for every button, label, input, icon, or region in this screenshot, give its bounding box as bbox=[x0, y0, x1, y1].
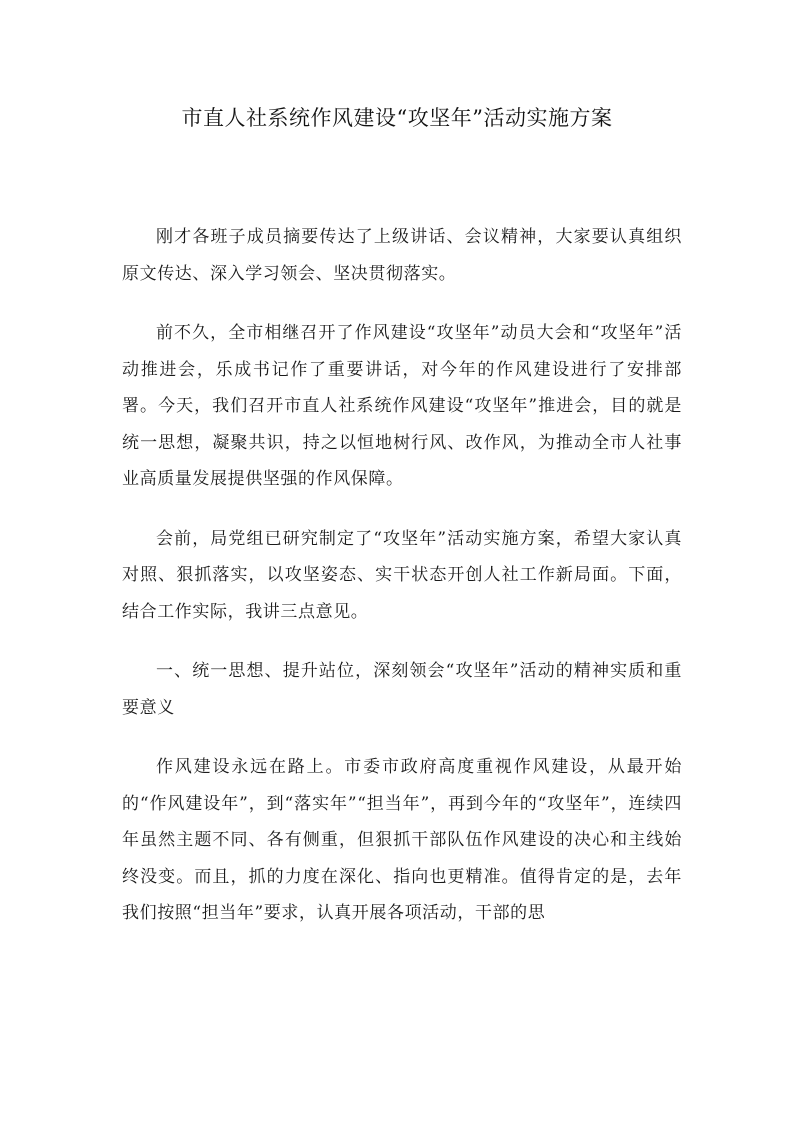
document-title: 市直人社系统作风建设“攻坚年”活动实施方案 bbox=[181, 106, 613, 130]
section-heading-1: 一、统一思想、提升站位，深刻领会“攻坚年”活动的精神实质和重要意义 bbox=[122, 661, 682, 718]
paragraph-2: 前不久，全市相继召开了作风建设“攻坚年”动员大会和“攻坚年”活动推进会，乐成书记作了重要讲话，对今年的作风建设进行了安排部署。今天，我们召开市直人社系统作风建设“攻坚年”推进会，目的就是统一思想，凝聚共识，持之以恒地树行风、改作风，为推动全市人社事业高质量发展提供坚强的作风保障。 bbox=[122, 323, 682, 489]
paragraph-3: 会前，局党组已研究制定了“攻坚年”活动实施方案，希望大家认真对照、狠抓落实，以攻坚姿态、实干状态开创人社工作新局面。下面，结合工作实际，我讲三点意见。 bbox=[122, 528, 682, 622]
paragraph-1: 刚才各班子成员摘要传达了上级讲话、会议精神，大家要认真组织原文传达、深入学习领会、坚决贯彻落实。 bbox=[122, 227, 682, 284]
paragraph-4: 作风建设永远在路上。市委市政府高度重视作风建设，从最开始的“作风建设年”，到“落实年”“担当年”，再到今年的“攻坚年”，连续四年虽然主题不同、各有侧重，但狠抓干部队伍作风建设的决心和主线始终没变。而且，抓的力度在深化、指向也更精准。值得肯定的是，去年我们按照“担当年”要求，认真开展各项活动，干部的思 bbox=[122, 757, 682, 923]
document-body bbox=[122, 219, 682, 932]
